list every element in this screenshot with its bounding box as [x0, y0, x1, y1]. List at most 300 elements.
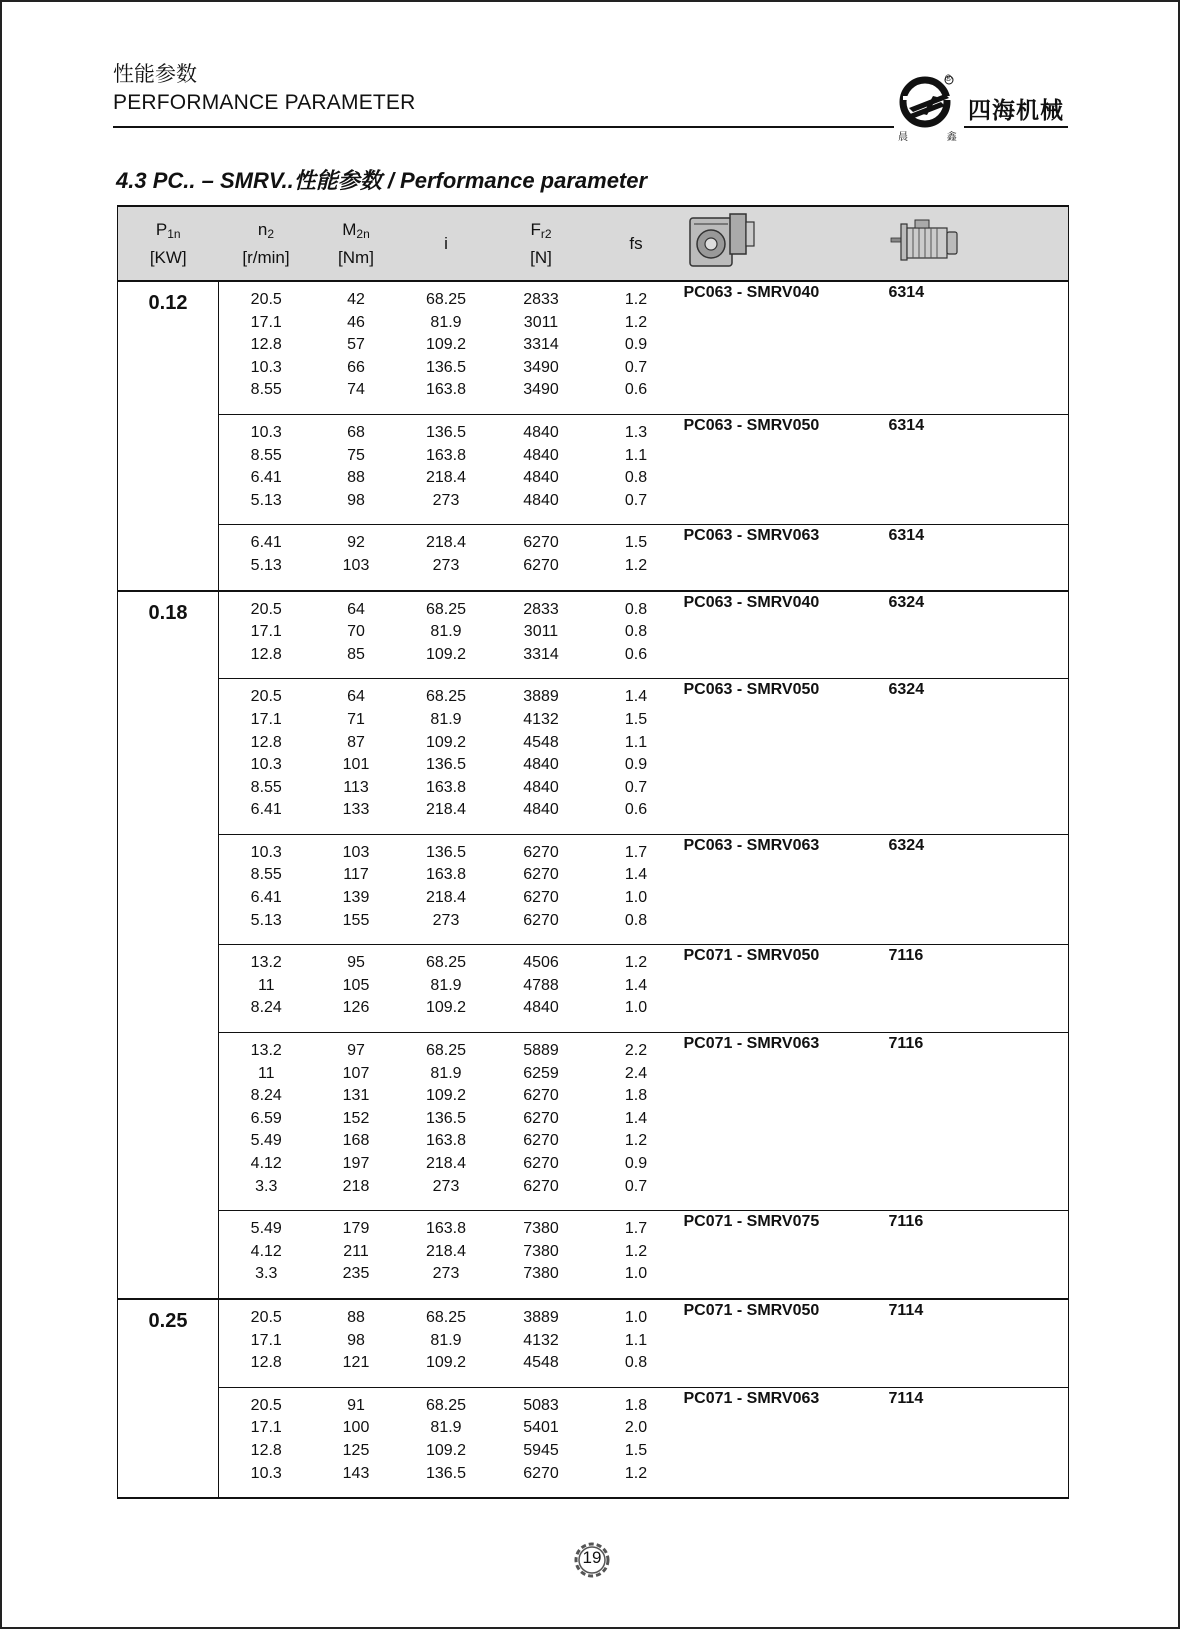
table-cell: 4548 — [523, 733, 559, 751]
value-column-cell — [494, 679, 589, 835]
table-cell: 3490 — [523, 358, 559, 376]
table-cell: 109.2 — [425, 645, 467, 663]
table-cell: 81.9 — [430, 623, 462, 641]
table-cell: 0.8 — [624, 469, 648, 487]
table-cell: 117 — [343, 866, 369, 884]
value-column-cell — [314, 591, 399, 679]
table-cell: 0.7 — [624, 358, 648, 376]
table-cell: 98 — [347, 1331, 365, 1349]
power-kw-cell: 0.12 — [118, 281, 219, 591]
value-column-cell — [314, 945, 399, 1033]
motor-type: 7116 — [889, 945, 1069, 1033]
table-cell: 6270 — [523, 1109, 559, 1127]
table-cell: 8.24 — [250, 999, 282, 1017]
value-column-cell — [494, 414, 589, 524]
table-cell: 6.59 — [250, 1109, 282, 1127]
col-header-motor-image — [889, 206, 1069, 281]
table-cell: 0.8 — [624, 911, 648, 929]
table-cell: 136.5 — [425, 1109, 467, 1127]
table-cell: 5083 — [523, 1396, 559, 1414]
table-cell: 1.2 — [624, 1132, 648, 1150]
table-cell: 68.25 — [425, 1042, 467, 1060]
table-row-group — [118, 679, 1069, 835]
table-cell: 2.2 — [624, 1042, 648, 1060]
table-cell: 12.8 — [250, 1441, 282, 1459]
table-row-group — [118, 414, 1069, 524]
table-cell: 6270 — [523, 534, 559, 552]
table-cell: 155 — [342, 911, 370, 929]
header-title-cn: 性能参数 — [113, 63, 197, 86]
table-cell: 1.0 — [624, 999, 648, 1017]
motor-type: 7116 — [889, 1033, 1069, 1211]
value-column-cell — [219, 1033, 314, 1211]
table-cell: 3.3 — [255, 1265, 278, 1283]
table-cell: 6270 — [523, 556, 559, 574]
table-cell: 5.13 — [250, 911, 282, 929]
table-cell: 91 — [347, 1396, 365, 1414]
col-header-fs: fs — [589, 206, 684, 281]
table-cell: 163.8 — [425, 1220, 467, 1238]
value-column-cell — [589, 679, 684, 835]
table-cell: 5.49 — [250, 1132, 282, 1150]
value-column-cell — [219, 679, 314, 835]
table-cell: 0.6 — [624, 801, 648, 819]
value-column-cell — [399, 1299, 494, 1387]
table-cell: 1.2 — [624, 954, 648, 972]
table-cell: 109.2 — [425, 1354, 467, 1372]
table-cell: 4840 — [523, 756, 559, 774]
table-cell: 20.5 — [250, 1396, 282, 1414]
value-column-cell — [219, 1299, 314, 1387]
motor-type: 7114 — [889, 1299, 1069, 1387]
value-column-cell — [314, 834, 399, 944]
value-column-cell — [589, 1299, 684, 1387]
table-cell: 136.5 — [425, 843, 467, 861]
value-column-cell — [494, 281, 589, 414]
table-cell: 218.4 — [425, 534, 467, 552]
table-cell: 6270 — [523, 889, 559, 907]
value-column-cell — [494, 945, 589, 1033]
table-cell: 168 — [342, 1132, 370, 1150]
power-kw-cell: 0.25 — [118, 1299, 219, 1498]
gearbox-model: PC063 - SMRV050 — [684, 679, 889, 835]
table-cell: 4548 — [523, 1354, 559, 1372]
table-cell: 211 — [343, 1242, 369, 1260]
table-cell: 71 — [347, 710, 365, 728]
table-cell: 66 — [347, 358, 365, 376]
table-cell: 163.8 — [425, 381, 467, 399]
value-column-cell — [589, 525, 684, 591]
table-cell: 1.5 — [624, 710, 648, 728]
table-cell: 74 — [347, 381, 365, 399]
table-cell: 11 — [257, 1064, 275, 1082]
motor-type: 6314 — [889, 414, 1069, 524]
table-cell: 109.2 — [425, 336, 467, 354]
value-column-cell — [589, 1387, 684, 1498]
table-cell: 1.1 — [624, 1331, 648, 1349]
table-cell: 6270 — [523, 911, 559, 929]
table-cell: 6259 — [523, 1064, 559, 1082]
table-cell: 0.9 — [624, 1155, 648, 1172]
value-column-cell — [399, 945, 494, 1033]
value-column-cell — [494, 591, 589, 679]
table-row-group — [118, 281, 1069, 414]
table-cell: 7380 — [523, 1220, 559, 1238]
table-cell: 3011 — [523, 313, 559, 331]
table-cell: 13.2 — [250, 1042, 282, 1060]
performance-table — [117, 205, 1069, 1499]
value-column-cell — [314, 525, 399, 591]
table-cell: 6270 — [523, 866, 559, 884]
table-cell: 17.1 — [250, 710, 282, 728]
table-cell: 1.5 — [624, 1441, 648, 1459]
table-cell: 87 — [347, 733, 365, 751]
gearbox-model: PC063 - SMRV063 — [684, 834, 889, 944]
table-cell: 4.12 — [250, 1242, 282, 1260]
table-cell: 101 — [342, 756, 370, 774]
table-cell: 42 — [347, 291, 365, 308]
table-cell: 143 — [342, 1464, 370, 1482]
table-cell: 100 — [342, 1419, 370, 1437]
table-cell: 88 — [347, 1308, 365, 1326]
motor-type: 6314 — [889, 281, 1069, 414]
table-cell: 1.0 — [624, 889, 648, 907]
table-cell: 81.9 — [430, 710, 462, 728]
table-cell: 133 — [342, 801, 370, 819]
table-cell: 68.25 — [425, 1308, 467, 1326]
table-cell: 68 — [347, 423, 365, 441]
gearbox-model: PC071 - SMRV063 — [684, 1033, 889, 1211]
value-column-cell — [219, 1387, 314, 1498]
table-cell: 97 — [347, 1042, 365, 1060]
brand-sub: 晨 鑫 — [898, 132, 975, 143]
gearbox-model: PC063 - SMRV040 — [684, 591, 889, 679]
value-column-cell — [399, 1033, 494, 1211]
table-cell: 8.55 — [250, 381, 282, 399]
table-cell: 152 — [342, 1109, 370, 1127]
value-column-cell — [219, 945, 314, 1033]
table-cell: 5889 — [523, 1042, 559, 1060]
value-column-cell — [399, 525, 494, 591]
table-cell: 2833 — [523, 600, 559, 618]
value-column-cell — [314, 1211, 399, 1299]
table-cell: 0.6 — [624, 645, 648, 663]
table-cell: 64 — [347, 688, 365, 706]
table-cell: 1.2 — [624, 313, 648, 331]
table-cell: 0.9 — [624, 336, 648, 354]
value-column-cell — [399, 414, 494, 524]
table-cell: 68.25 — [425, 291, 467, 308]
table-cell: 4840 — [523, 469, 559, 487]
table-cell: 4840 — [523, 778, 559, 796]
value-column-cell — [314, 281, 399, 414]
table-cell: 136.5 — [425, 1464, 467, 1482]
table-cell: 6.41 — [250, 469, 282, 487]
table-cell: 163.8 — [425, 1132, 467, 1150]
table-cell: 5.49 — [250, 1220, 282, 1238]
table-cell: 6270 — [523, 1132, 559, 1150]
table-cell: 0.7 — [624, 778, 648, 796]
table-cell: 3.3 — [255, 1177, 278, 1195]
table-cell: 10.3 — [250, 1464, 282, 1482]
table-cell: 1.0 — [624, 1265, 648, 1283]
table-cell: 1.4 — [624, 976, 648, 994]
table-cell: 10.3 — [250, 358, 282, 376]
value-column-cell — [589, 1033, 684, 1211]
table-cell: 6270 — [523, 1087, 559, 1105]
table-cell: 4506 — [523, 954, 559, 972]
value-column-cell — [219, 1211, 314, 1299]
table-cell: 273 — [432, 1177, 460, 1195]
power-kw-cell: 0.18 — [118, 591, 219, 1299]
table-cell: 1.2 — [624, 291, 648, 308]
table-cell: 0.8 — [624, 1354, 648, 1372]
table-cell: 1.2 — [624, 1242, 648, 1260]
electric-motor-icon — [889, 212, 961, 268]
motor-type: 6324 — [889, 591, 1069, 679]
table-cell: 4788 — [523, 976, 559, 994]
value-column-cell — [399, 834, 494, 944]
table-cell: 10.3 — [250, 756, 282, 774]
table-cell: 0.7 — [624, 1177, 648, 1195]
table-cell: 1.7 — [624, 1220, 648, 1238]
gearbox-model: PC063 - SMRV063 — [684, 525, 889, 591]
table-row-group — [118, 1387, 1069, 1498]
value-column-cell — [399, 1211, 494, 1299]
table-cell: 4840 — [523, 491, 559, 509]
value-column-cell — [219, 834, 314, 944]
table-cell: 13.2 — [250, 954, 282, 972]
table-cell: 4840 — [523, 801, 559, 819]
table-cell: 273 — [432, 491, 460, 509]
table-cell: 20.5 — [250, 688, 282, 706]
table-cell: 4132 — [523, 1331, 559, 1349]
table-cell: 3889 — [523, 1308, 559, 1326]
page-number: 19 — [582, 1548, 602, 1567]
value-column-cell — [589, 414, 684, 524]
col-header-p1n: $P_{1n}$ [KW] — [118, 206, 219, 281]
table-cell: 4840 — [523, 423, 559, 441]
table-row-group — [118, 1033, 1069, 1211]
motor-type: 7116 — [889, 1211, 1069, 1299]
table-cell: 7380 — [523, 1242, 559, 1260]
table-cell: 68.25 — [425, 1396, 467, 1414]
value-column-cell — [314, 414, 399, 524]
table-cell: 197 — [342, 1155, 370, 1172]
value-column-cell — [399, 1387, 494, 1498]
table-cell: 4132 — [523, 710, 559, 728]
header-rule — [113, 126, 894, 128]
table-row-group — [118, 591, 1069, 679]
table-cell: 46 — [347, 313, 365, 331]
table-row-group — [118, 525, 1069, 591]
gearbox-model: PC071 - SMRV050 — [684, 945, 889, 1033]
table-cell: 12.8 — [250, 1354, 282, 1372]
table-cell: 5.13 — [250, 491, 282, 509]
table-cell: 107 — [342, 1064, 370, 1082]
table-cell: 0.8 — [624, 600, 648, 618]
table-cell: 12.8 — [250, 733, 282, 751]
value-column-cell — [399, 679, 494, 835]
table-cell: 1.8 — [624, 1087, 648, 1105]
brand-name: 四海机械 — [968, 97, 1064, 123]
table-cell: 3314 — [523, 645, 559, 663]
table-cell: 103 — [342, 843, 370, 861]
value-column-cell — [589, 834, 684, 944]
table-cell: 81.9 — [430, 976, 462, 994]
table-cell: 8.55 — [250, 446, 282, 464]
table-row-group — [118, 1211, 1069, 1299]
value-column-cell — [589, 1211, 684, 1299]
table-cell: 10.3 — [250, 423, 282, 441]
table-cell: 95 — [347, 954, 365, 972]
col-header-n2: $n_2$ [r/min] — [219, 206, 314, 281]
table-cell: 3889 — [523, 688, 559, 706]
table-cell: 10.3 — [250, 843, 282, 861]
value-column-cell — [219, 414, 314, 524]
header-title-en: PERFORMANCE PARAMETER — [113, 91, 416, 114]
table-cell: 3490 — [523, 381, 559, 399]
table-cell: 6270 — [523, 1464, 559, 1482]
value-column-cell — [494, 1033, 589, 1211]
table-cell: 81.9 — [430, 1064, 462, 1082]
table-cell: 163.8 — [425, 446, 467, 464]
gearbox-model: PC063 - SMRV040 — [684, 281, 889, 414]
table-cell: 6270 — [523, 1177, 559, 1195]
table-cell: 20.5 — [250, 600, 282, 618]
table-row-group — [118, 834, 1069, 944]
table-cell: 17.1 — [250, 313, 282, 331]
table-cell: 0.6 — [624, 381, 648, 399]
table-cell: 136.5 — [425, 423, 467, 441]
gearbox-model: PC071 - SMRV075 — [684, 1211, 889, 1299]
value-column-cell — [589, 281, 684, 414]
table-cell: 2.0 — [624, 1419, 648, 1437]
table-cell: 57 — [347, 336, 365, 354]
table-cell: 20.5 — [250, 291, 282, 308]
gearbox-model: PC071 - SMRV063 — [684, 1387, 889, 1498]
table-cell: 109.2 — [425, 733, 467, 751]
table-cell: 235 — [342, 1265, 370, 1283]
value-column-cell — [589, 945, 684, 1033]
brand-underline — [964, 126, 1068, 128]
table-cell: 68.25 — [425, 600, 467, 618]
table-cell: 8.55 — [250, 778, 282, 796]
table-cell: 1.4 — [624, 1109, 648, 1127]
gearbox-model: PC071 - SMRV050 — [684, 1299, 889, 1387]
table-cell: 0.8 — [624, 623, 648, 641]
col-header-i: i — [399, 206, 494, 281]
table-cell: 1.2 — [624, 1464, 648, 1482]
table-cell: 1.4 — [624, 688, 648, 706]
table-cell: 273 — [432, 911, 460, 929]
table-cell: 6270 — [523, 843, 559, 861]
table-cell: 105 — [342, 976, 370, 994]
table-row-group — [118, 1299, 1069, 1387]
table-cell: 4840 — [523, 446, 559, 464]
table-cell: 179 — [342, 1220, 370, 1238]
table-cell: 17.1 — [250, 1331, 282, 1349]
table-cell: 11 — [257, 976, 275, 994]
table-cell: 5945 — [523, 1441, 559, 1459]
table-cell: 273 — [432, 1265, 460, 1283]
worm-gearbox-icon — [686, 210, 758, 270]
table-header-row — [118, 206, 1069, 281]
table-cell: 6.41 — [250, 889, 282, 907]
table-cell: 81.9 — [430, 1331, 462, 1349]
table-cell: 1.4 — [624, 866, 648, 884]
col-header-m2n: $M_{2n}$ [Nm] — [314, 206, 399, 281]
table-cell: 136.5 — [425, 756, 467, 774]
table-cell: 1.1 — [624, 446, 648, 464]
table-cell: 113 — [343, 778, 369, 796]
table-cell: 126 — [342, 999, 370, 1017]
value-column-cell — [494, 1387, 589, 1498]
value-column-cell — [494, 834, 589, 944]
value-column-cell — [399, 281, 494, 414]
table-cell: 218.4 — [425, 469, 467, 487]
value-column-cell — [494, 1211, 589, 1299]
motor-type: 7114 — [889, 1387, 1069, 1498]
value-column-cell — [494, 525, 589, 591]
value-column-cell — [589, 591, 684, 679]
value-column-cell — [219, 591, 314, 679]
table-cell: 3314 — [523, 336, 559, 354]
table-cell: 75 — [347, 446, 365, 464]
table-cell: 1.5 — [624, 534, 648, 552]
registered-mark: ® — [945, 73, 952, 83]
table-cell: 4.12 — [250, 1155, 282, 1172]
table-cell: 88 — [347, 469, 365, 487]
table-cell: 8.55 — [250, 866, 282, 884]
gearbox-model: PC063 - SMRV050 — [684, 414, 889, 524]
table-cell: 3011 — [523, 623, 559, 641]
table-cell: 1.1 — [624, 733, 648, 751]
col-header-fr2: $F_{r2}$ [N] — [494, 206, 589, 281]
table-cell: 0.7 — [624, 491, 648, 509]
value-column-cell — [314, 679, 399, 835]
table-cell: 1.7 — [624, 843, 648, 861]
table-cell: 12.8 — [250, 336, 282, 354]
motor-type: 6314 — [889, 525, 1069, 591]
table-cell: 1.0 — [624, 1308, 648, 1326]
table-cell: 131 — [342, 1087, 370, 1105]
table-cell: 2833 — [523, 291, 559, 308]
table-cell: 6.41 — [250, 801, 282, 819]
table-cell: 8.24 — [250, 1087, 282, 1105]
table-cell: 81.9 — [430, 1419, 462, 1437]
table-cell: 273 — [432, 556, 460, 574]
table-cell: 68.25 — [425, 688, 467, 706]
table-cell: 136.5 — [425, 358, 467, 376]
table-cell: 218.4 — [425, 889, 467, 907]
col-header-gearbox-image — [684, 206, 889, 281]
table-cell: 6270 — [523, 1155, 559, 1172]
table-cell: 1.3 — [624, 423, 648, 441]
table-cell: 81.9 — [430, 313, 462, 331]
table-cell: 1.8 — [624, 1396, 648, 1414]
table-cell: 70 — [347, 623, 365, 641]
value-column-cell — [314, 1033, 399, 1211]
value-column-cell — [219, 525, 314, 591]
table-cell: 6.41 — [250, 534, 282, 552]
table-cell: 12.8 — [250, 645, 282, 663]
table-cell: 17.1 — [250, 623, 282, 641]
value-column-cell — [494, 1299, 589, 1387]
table-cell: 85 — [347, 645, 365, 663]
table-cell: 1.2 — [624, 556, 648, 574]
table-cell: 109.2 — [425, 999, 467, 1017]
